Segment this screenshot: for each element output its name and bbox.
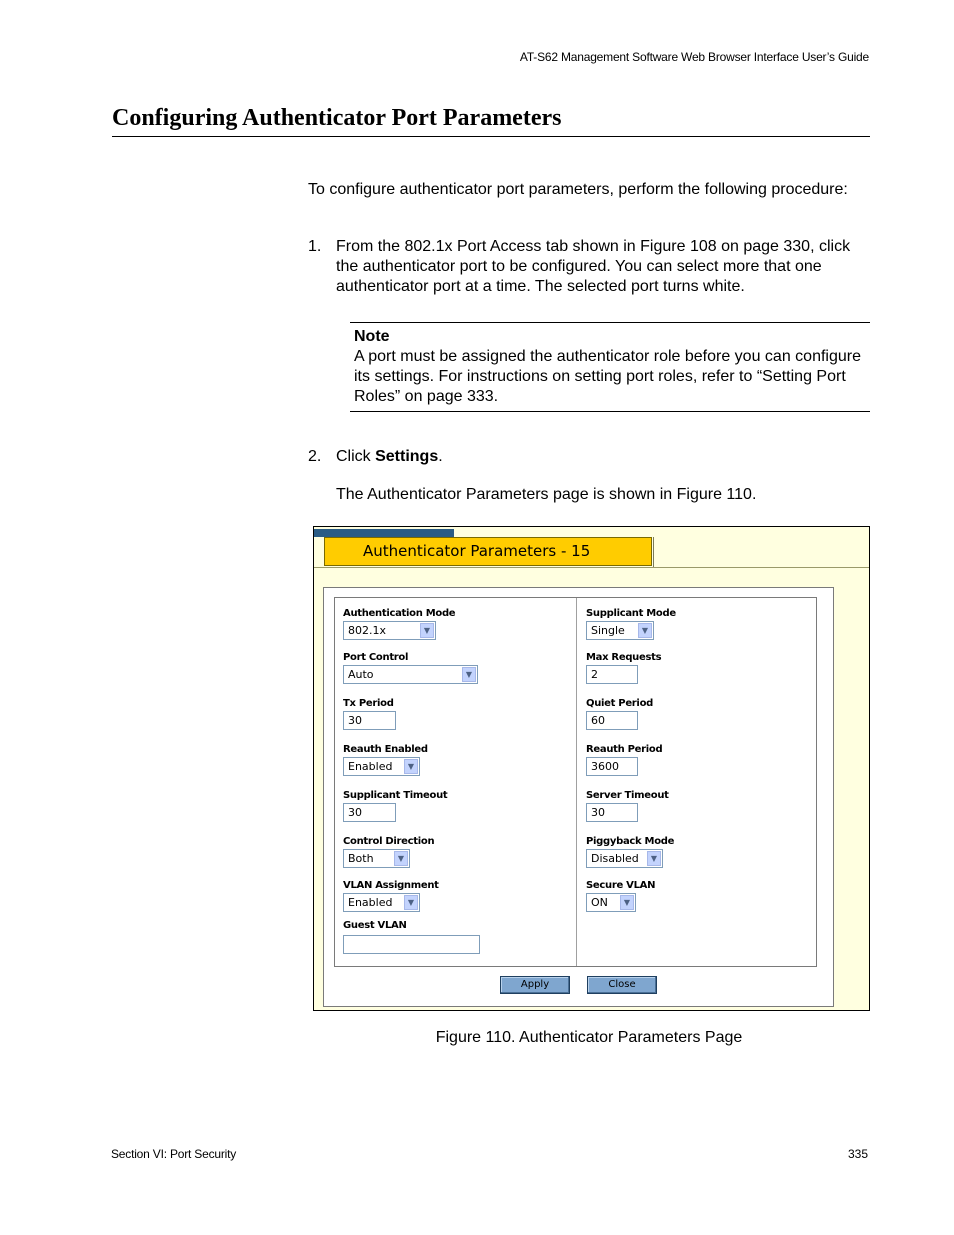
select-value: Disabled (591, 852, 639, 865)
reauth-enabled-field (343, 744, 428, 776)
title-row (314, 537, 869, 568)
control-direction-field (343, 836, 434, 868)
note-box (350, 322, 870, 412)
footer-section: Section VI: Port Security (111, 1147, 237, 1161)
secure-vlan-select[interactable] (586, 893, 636, 912)
field-label: Piggyback Mode (586, 836, 675, 847)
select-value: 802.1x (348, 624, 387, 637)
page-number: 335 (847, 1147, 868, 1161)
reauth-period-input[interactable] (586, 757, 638, 776)
guest-vlan-field (343, 920, 480, 954)
supplicant-mode-field (586, 608, 676, 640)
chevron-down-icon: ▼ (638, 623, 652, 638)
field-label: Secure VLAN (586, 880, 656, 891)
select-value: Enabled (348, 896, 393, 909)
tx-period-field (343, 698, 396, 730)
max-requests-field (586, 652, 661, 684)
quiet-period-input[interactable] (586, 711, 638, 730)
tab-strip (314, 529, 454, 537)
step-text-before: Click (336, 448, 376, 465)
secure-vlan-field (586, 880, 655, 912)
supplicant-timeout-field (343, 790, 447, 822)
supplicant-mode-select[interactable] (586, 621, 654, 640)
note-title: Note (354, 328, 390, 345)
step-number: 1. (308, 238, 322, 255)
field-label: Control Direction (343, 836, 435, 847)
select-value: Both (348, 852, 374, 865)
guest-vlan-input[interactable] (343, 935, 480, 954)
field-label: Server Timeout (586, 790, 669, 801)
tx-period-input[interactable] (343, 711, 396, 730)
port-control-field (343, 652, 478, 684)
select-value: Single (591, 624, 625, 637)
step-text-after: . (438, 448, 443, 465)
chevron-down-icon: ▼ (394, 851, 408, 866)
piggyback-mode-select[interactable] (586, 849, 663, 868)
vlan-assignment-field (343, 880, 439, 912)
piggyback-mode-field (586, 836, 674, 868)
select-value: ON (591, 896, 608, 909)
field-label: Guest VLAN (343, 920, 407, 931)
intro-paragraph: To configure authenticator port parameters, perform the following procedure: (308, 181, 848, 198)
input-value: 2 (591, 668, 598, 681)
chevron-down-icon: ▼ (420, 623, 434, 638)
input-value: 60 (591, 714, 605, 727)
field-label: Supplicant Mode (586, 608, 676, 619)
settings-keyword: Settings (375, 448, 439, 465)
select-value: Auto (348, 668, 374, 681)
chevron-down-icon: ▼ (620, 895, 634, 910)
apply-button[interactable]: Apply (500, 976, 570, 994)
settings-panel (334, 597, 817, 967)
quiet-period-field (586, 698, 653, 730)
running-header: AT-S62 Management Software Web Browser Interface User’s Guide (519, 50, 869, 64)
reauth-period-field (586, 744, 662, 776)
chevron-down-icon: ▼ (462, 667, 476, 682)
settings-container (323, 587, 834, 1007)
select-value: Enabled (348, 760, 393, 773)
port-control-select[interactable] (343, 665, 478, 684)
chevron-down-icon: ▼ (647, 851, 661, 866)
column-divider (576, 598, 577, 966)
input-value: 30 (348, 806, 362, 819)
chevron-down-icon: ▼ (404, 759, 418, 774)
result-paragraph: The Authenticator Parameters page is shown in Figure 110. (336, 486, 757, 503)
authentication-mode-field (343, 608, 455, 640)
input-value: 3600 (591, 760, 619, 773)
field-label: Supplicant Timeout (343, 790, 448, 801)
page-title: Configuring Authenticator Port Parameters (112, 105, 870, 137)
input-value: 30 (591, 806, 605, 819)
max-requests-input[interactable] (586, 665, 638, 684)
field-label: VLAN Assignment (343, 880, 439, 891)
chevron-down-icon: ▼ (404, 895, 418, 910)
control-direction-select[interactable] (343, 849, 410, 868)
step-text (336, 447, 870, 467)
field-label: Max Requests (586, 652, 662, 663)
authentication-mode-select[interactable] (343, 621, 436, 640)
authenticator-parameters-screenshot (313, 526, 870, 1011)
field-label: Port Control (343, 652, 409, 663)
window-title: Authenticator Parameters - 15 (324, 537, 652, 566)
field-label: Tx Period (343, 698, 394, 709)
title-divider (653, 537, 654, 567)
step-text: From the 802.1x Port Access tab shown in Figure 108 on page 330, click the authenticator port to be configured. You can select more that one authenticator port at a time. The selected port turns white. (336, 238, 851, 295)
field-label: Quiet Period (586, 698, 653, 709)
field-label: Reauth Enabled (343, 744, 428, 755)
field-label: Authentication Mode (343, 608, 456, 619)
close-button[interactable]: Close (587, 976, 657, 994)
step-number: 2. (308, 448, 322, 465)
figure-caption: Figure 110. Authenticator Parameters Page (435, 1029, 743, 1046)
server-timeout-field (586, 790, 669, 822)
server-timeout-input[interactable] (586, 803, 638, 822)
field-label: Reauth Period (586, 744, 663, 755)
vlan-assignment-select[interactable] (343, 893, 420, 912)
supplicant-timeout-input[interactable] (343, 803, 396, 822)
note-text: A port must be assigned the authenticator role before you can configure its settings. For instructions on setting port roles, refer to “Setting Port Roles” on page 333. (354, 348, 861, 405)
reauth-enabled-select[interactable] (343, 757, 420, 776)
input-value: 30 (348, 714, 362, 727)
